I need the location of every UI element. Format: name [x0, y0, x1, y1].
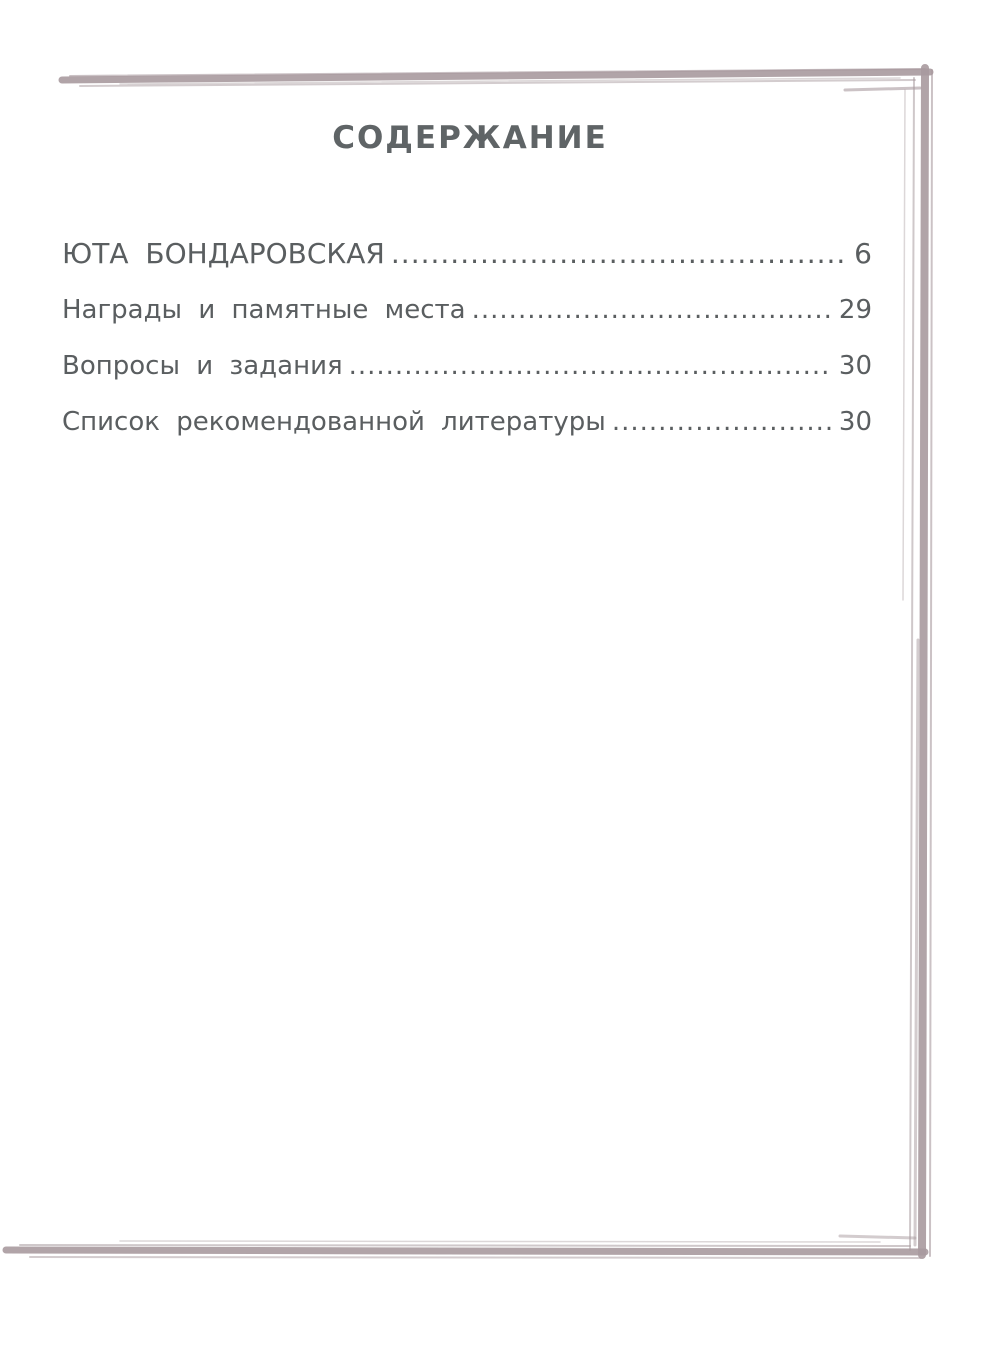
toc-page-number: 30: [838, 407, 872, 437]
toc-entry-label: ЮТА БОНДАРОВСКАЯ: [62, 237, 385, 270]
toc-entry-label: Награды и памятные места: [62, 295, 466, 325]
toc-page-number: 29: [838, 295, 872, 325]
toc-dot-leader: [472, 282, 833, 338]
toc-entry[interactable]: [62, 394, 872, 450]
page-title: СОДЕРЖАНИЕ: [332, 120, 608, 156]
toc-entry[interactable]: [62, 338, 872, 394]
toc-page-number: 30: [838, 351, 872, 381]
toc-entry-label: Вопросы и задания: [62, 351, 343, 381]
toc-entry[interactable]: [62, 282, 872, 338]
table-of-contents: [62, 226, 872, 450]
toc-dot-leader: [612, 394, 833, 450]
toc-entry[interactable]: [62, 226, 872, 282]
toc-dot-leader: [349, 338, 833, 394]
toc-dot-leader: [391, 226, 848, 282]
toc-page-number: 6: [854, 237, 872, 270]
toc-entry-label: Список рекомендованной литературы: [62, 407, 606, 437]
